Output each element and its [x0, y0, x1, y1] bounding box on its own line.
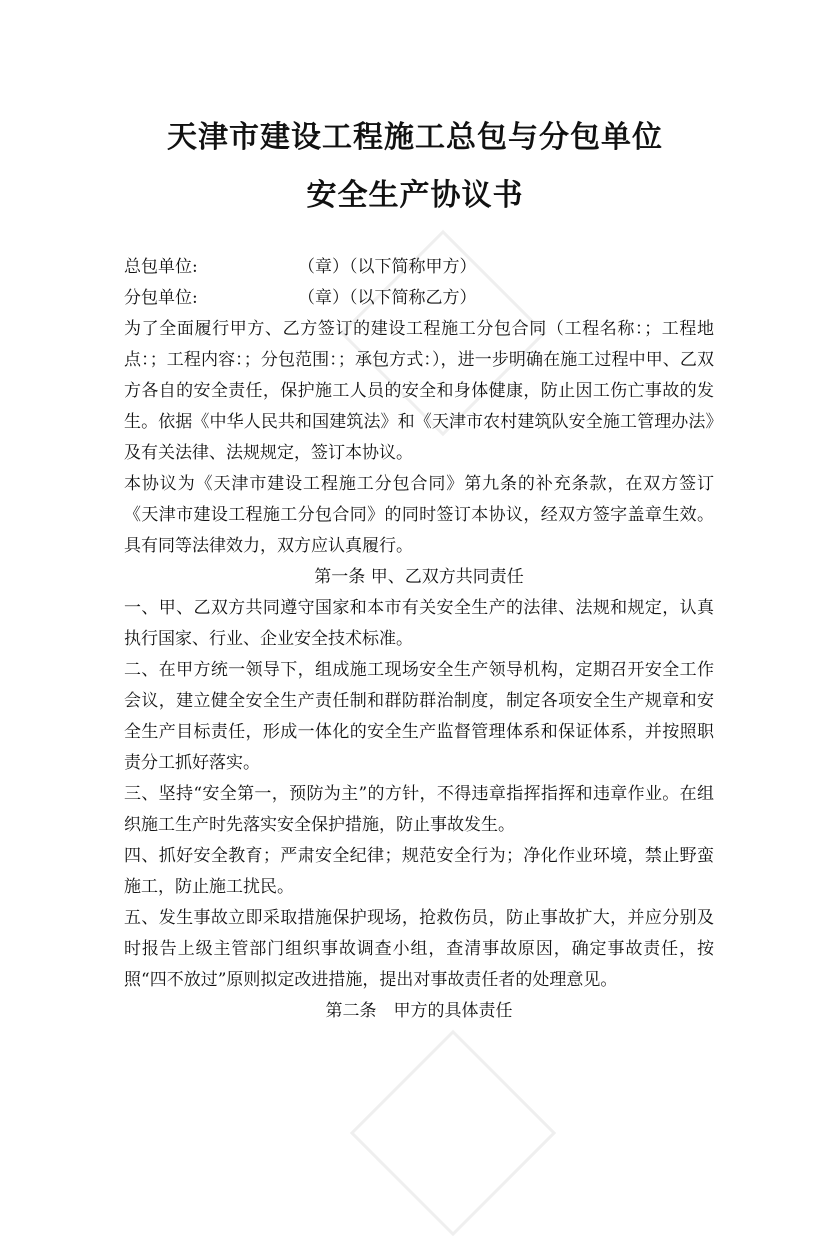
watermark-mark — [350, 1030, 556, 1236]
party-suffix: （章）（以下简称乙方） — [298, 288, 477, 308]
party-label: 分包单位: — [124, 288, 198, 308]
party-general-contractor — [124, 252, 714, 283]
article1-item: 三、坚持“安全第一，预防为主”的方针，不得违章指挥指挥和违章作业。在组织施工生产时先落实安全保护措施，防止事故发生。 — [124, 784, 714, 835]
document-title-line2: 安全生产协议书 — [306, 178, 524, 213]
preamble-paragraph: 本协议为《天津市建设工程施工分包合同》第九条的补充条款，在双方签订《天津市建设工程施工分包合同》的同时签订本协议，经双方签字盖章生效。具有同等法律效力，双方应认真履行。 — [124, 474, 714, 556]
article2-heading: 第二条 甲方的具体责任 — [325, 1001, 513, 1021]
document-body — [124, 252, 714, 1027]
article1-item: 四、抓好安全教育；严肃安全纪律；规范安全行为；净化作业环境，禁止野蛮施工，防止施工扰民。 — [124, 846, 714, 897]
article1-item: 二、在甲方统一领导下，组成施工现场安全生产领导机构，定期召开安全工作会议，建立健全安全生产责任制和群防群治制度，制定各项安全生产规章和安全生产目标责任，形成一体化的安全生产监督管理体系和保证体系，并按照职责分工抓好落实。 — [124, 660, 714, 773]
preamble-paragraph: 为了全面履行甲方、乙方签订的建设工程施工分包合同（工程名称：；工程地点：；工程内容：；分包范围：；承包方式：），进一步明确在施工过程中甲、乙双方各自的安全责任，保护施工人员的安全和身体健康，防止因工伤亡事故的发生。依据《中华人民共和国建筑法》和《天津市农村建筑队安全施工管理办法》及有关法律、法规规定，签订本协议。 — [124, 319, 714, 463]
article1-item: 一、甲、乙双方共同遵守国家和本市有关安全生产的法律、法规和规定，认真执行国家、行业、企业安全技术标准。 — [124, 598, 714, 649]
party-subcontractor — [124, 283, 714, 314]
article1-item: 五、发生事故立即采取措施保护现场，抢救伤员，防止事故扩大，并应分别及时报告上级主管部门组织事故调查小组，查清事故原因，确定事故责任，按照“四不放过”原则拟定改进措施，提出对事故责任者的处理意见。 — [124, 908, 714, 990]
party-label: 总包单位: — [124, 257, 198, 277]
document-title-line1: 天津市建设工程施工总包与分包单位 — [167, 120, 663, 155]
article1-heading: 第一条 甲、乙双方共同责任 — [314, 567, 524, 587]
party-suffix: （章）（以下简称甲方） — [298, 257, 477, 277]
